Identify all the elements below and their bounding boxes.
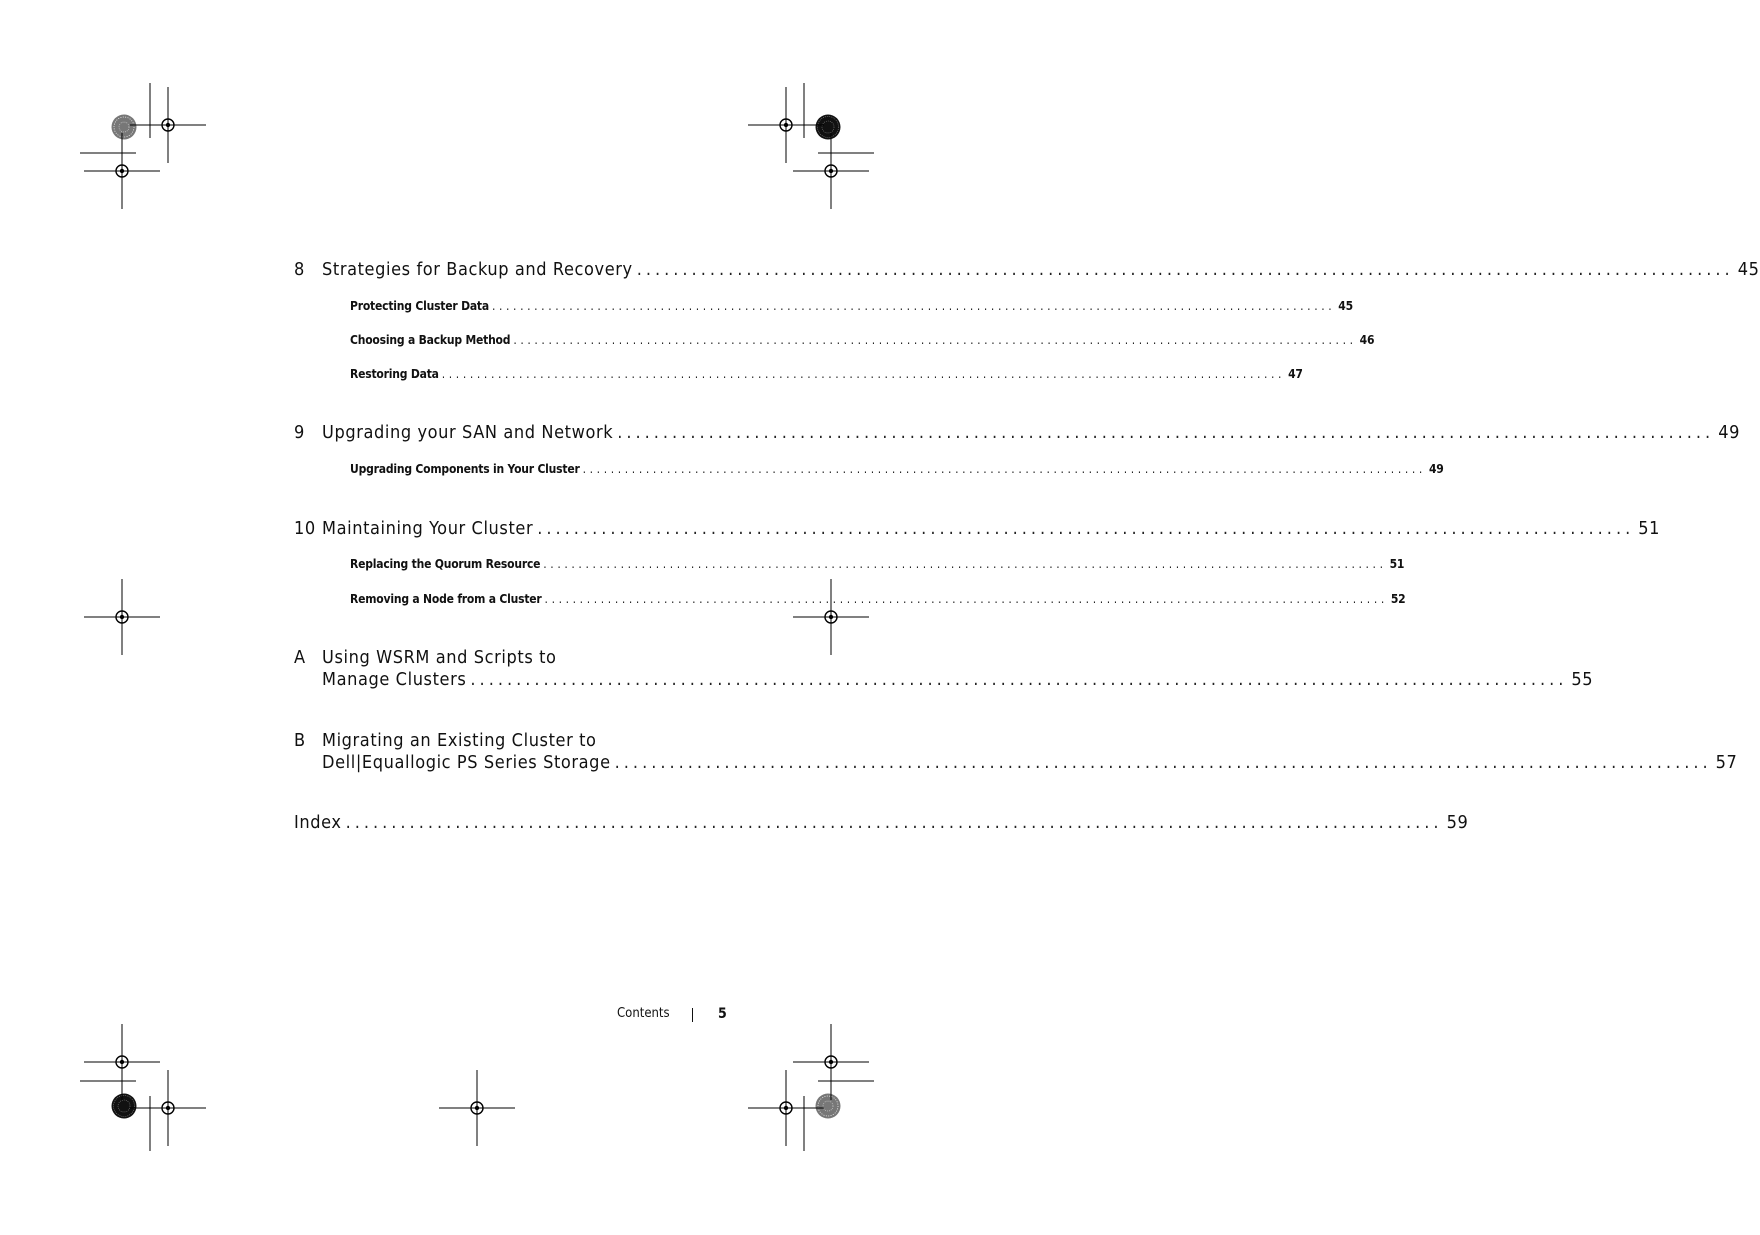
- chapter-page: 49: [1718, 422, 1740, 443]
- chapter-number: A: [294, 647, 306, 668]
- dot-leader: ........................................................................................................................: [544, 592, 1388, 606]
- section-page: 51: [1389, 557, 1405, 571]
- chapter-title-line-1: Using WSRM and Scripts to: [322, 647, 557, 668]
- toc-appendix-b[interactable]: [294, 730, 1738, 774]
- toc-section[interactable]: [350, 333, 1375, 349]
- section-page: 49: [1428, 462, 1444, 476]
- dot-leader: ........................................................................................................................: [513, 333, 1357, 347]
- section-title: Replacing the Quorum Resource: [350, 557, 541, 571]
- chapter-page: 55: [1571, 669, 1594, 690]
- chapter-page: 45: [1737, 259, 1760, 280]
- chapter-number: B: [294, 730, 306, 751]
- section-title: Choosing a Backup Method: [350, 333, 511, 347]
- chapter-title: Upgrading your SAN and Network: [322, 422, 614, 443]
- toc-appendix-a[interactable]: [294, 647, 1594, 691]
- section-title: Removing a Node from a Cluster: [350, 592, 542, 606]
- chapter-title-line-2: Manage Clusters: [322, 669, 467, 690]
- index-title: Index: [294, 812, 342, 833]
- section-title: Upgrading Components in Your Cluster: [350, 462, 580, 476]
- dot-leader: ........................................................................................................................: [614, 752, 1712, 773]
- chapter-page: 51: [1638, 518, 1661, 539]
- dot-leader: ........................................................................................................................: [441, 367, 1286, 381]
- chapter-number: 10: [294, 518, 316, 539]
- footer-page-number: 5: [718, 1006, 727, 1022]
- section-page: 45: [1338, 299, 1353, 313]
- dot-leader: ........................................................................................................................: [491, 299, 1336, 313]
- chapter-title-line-1: Migrating an Existing Cluster to: [322, 730, 597, 751]
- toc-section[interactable]: [350, 299, 1353, 315]
- toc-chapter-8[interactable]: [294, 259, 1760, 281]
- dot-leader: ........................................................................................................................: [543, 557, 1387, 571]
- toc-chapter-10[interactable]: [294, 518, 1661, 540]
- section-page: 52: [1390, 592, 1406, 606]
- section-page: 46: [1359, 333, 1375, 347]
- section-title: Protecting Cluster Data: [350, 299, 489, 313]
- chapter-title-line-2: Dell|Equallogic PS Series Storage: [322, 752, 611, 773]
- toc-chapter-9[interactable]: [294, 422, 1740, 444]
- toc-section[interactable]: [350, 557, 1405, 573]
- chapter-number: 9: [294, 422, 305, 443]
- chapter-page: 57: [1715, 752, 1738, 773]
- dot-leader: ........................................................................................................................: [345, 812, 1443, 833]
- chapter-number: 8: [294, 259, 305, 280]
- toc-section[interactable]: [350, 367, 1303, 383]
- chapter-title: Maintaining Your Cluster: [322, 518, 534, 539]
- section-title: Restoring Data: [350, 367, 439, 381]
- dot-leader: ........................................................................................................................: [537, 518, 1635, 539]
- chapter-title: Strategies for Backup and Recovery: [322, 259, 633, 280]
- dot-leader: ........................................................................................................................: [470, 669, 1568, 690]
- dot-leader: ........................................................................................................................: [617, 422, 1715, 443]
- dot-leader: ........................................................................................................................: [582, 462, 1426, 476]
- dot-leader: ........................................................................................................................: [636, 259, 1734, 280]
- toc-section[interactable]: [350, 462, 1444, 478]
- footer-divider: [692, 1008, 693, 1022]
- section-page: 47: [1288, 367, 1303, 381]
- footer-section-label: Contents: [617, 1006, 670, 1021]
- index-page: 59: [1446, 812, 1469, 833]
- toc-section[interactable]: [350, 592, 1406, 608]
- toc-index[interactable]: [294, 812, 1469, 834]
